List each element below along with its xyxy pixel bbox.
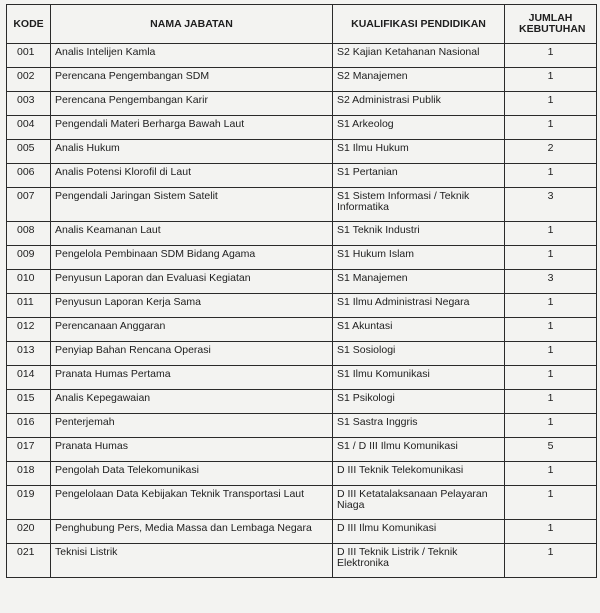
cell-jumlah: 1 — [505, 68, 597, 92]
cell-kode: 011 — [7, 294, 51, 318]
cell-kode: 003 — [7, 92, 51, 116]
job-requirements-document — [6, 4, 596, 608]
cell-kualifikasi: S1 Pertanian — [333, 164, 505, 188]
cell-jumlah: 5 — [505, 438, 597, 462]
cell-jumlah: 3 — [505, 188, 597, 222]
cell-nama-jabatan: Pengelolaan Data Kebijakan Teknik Transportasi Laut — [51, 486, 333, 520]
cell-jumlah: 1 — [505, 164, 597, 188]
table-row — [7, 222, 597, 246]
table-row — [7, 140, 597, 164]
cell-nama-jabatan: Penyusun Laporan Kerja Sama — [51, 294, 333, 318]
cell-nama-jabatan: Pranata Humas Pertama — [51, 366, 333, 390]
cell-kode: 010 — [7, 270, 51, 294]
cell-jumlah: 1 — [505, 414, 597, 438]
cell-kualifikasi: S1 Manajemen — [333, 270, 505, 294]
table-row — [7, 486, 597, 520]
cell-kualifikasi: S1 Ilmu Administrasi Negara — [333, 294, 505, 318]
table-row — [7, 68, 597, 92]
job-requirements-table — [6, 4, 597, 578]
table-row — [7, 366, 597, 390]
header-jumlah-kebutuhan: JUMLAH KEBUTUHAN — [505, 5, 597, 44]
cell-nama-jabatan: Penghubung Pers, Media Massa dan Lembaga Negara — [51, 520, 333, 544]
cell-kualifikasi: S1 Akuntasi — [333, 318, 505, 342]
cell-nama-jabatan: Analis Intelijen Kamla — [51, 44, 333, 68]
cell-kode: 005 — [7, 140, 51, 164]
cell-jumlah: 1 — [505, 294, 597, 318]
cell-jumlah: 1 — [505, 520, 597, 544]
table-row — [7, 414, 597, 438]
cell-nama-jabatan: Pengolah Data Telekomunikasi — [51, 462, 333, 486]
cell-kualifikasi: S1 Sistem Informasi / Teknik Informatika — [333, 188, 505, 222]
table-row — [7, 188, 597, 222]
cell-kualifikasi: S2 Kajian Ketahanan Nasional — [333, 44, 505, 68]
table-row — [7, 520, 597, 544]
cell-kode: 018 — [7, 462, 51, 486]
cell-kualifikasi: S1 Ilmu Komunikasi — [333, 366, 505, 390]
table-row — [7, 342, 597, 366]
table-row — [7, 318, 597, 342]
cell-kode: 020 — [7, 520, 51, 544]
cell-nama-jabatan: Penterjemah — [51, 414, 333, 438]
cell-nama-jabatan: Pengendali Materi Berharga Bawah Laut — [51, 116, 333, 140]
cell-nama-jabatan: Perencanaan Anggaran — [51, 318, 333, 342]
table-row — [7, 116, 597, 140]
cell-kualifikasi: S2 Administrasi Publik — [333, 92, 505, 116]
table-row — [7, 390, 597, 414]
cell-kode: 001 — [7, 44, 51, 68]
table-row — [7, 544, 597, 578]
cell-nama-jabatan: Analis Potensi Klorofil di Laut — [51, 164, 333, 188]
cell-kode: 014 — [7, 366, 51, 390]
cell-kode: 019 — [7, 486, 51, 520]
cell-kualifikasi: S1 Psikologi — [333, 390, 505, 414]
cell-jumlah: 1 — [505, 116, 597, 140]
cell-kualifikasi: S1 Teknik Industri — [333, 222, 505, 246]
cell-kode: 006 — [7, 164, 51, 188]
cell-kode: 021 — [7, 544, 51, 578]
cell-kode: 015 — [7, 390, 51, 414]
table-header-row — [7, 5, 597, 44]
cell-jumlah: 1 — [505, 390, 597, 414]
cell-nama-jabatan: Pranata Humas — [51, 438, 333, 462]
table-row — [7, 92, 597, 116]
cell-jumlah: 3 — [505, 270, 597, 294]
cell-jumlah: 1 — [505, 318, 597, 342]
header-kualifikasi-pendidikan: KUALIFIKASI PENDIDIKAN — [333, 5, 505, 44]
cell-kode: 004 — [7, 116, 51, 140]
cell-nama-jabatan: Analis Kepegawaian — [51, 390, 333, 414]
cell-jumlah: 1 — [505, 246, 597, 270]
header-kode: KODE — [7, 5, 51, 44]
cell-nama-jabatan: Penyusun Laporan dan Evaluasi Kegiatan — [51, 270, 333, 294]
cell-kualifikasi: D III Ketatalaksanaan Pelayaran Niaga — [333, 486, 505, 520]
cell-jumlah: 1 — [505, 462, 597, 486]
cell-jumlah: 1 — [505, 544, 597, 578]
table-row — [7, 294, 597, 318]
cell-nama-jabatan: Teknisi Listrik — [51, 544, 333, 578]
cell-nama-jabatan: Pengelola Pembinaan SDM Bidang Agama — [51, 246, 333, 270]
cell-kualifikasi: D III Teknik Telekomunikasi — [333, 462, 505, 486]
table-row — [7, 462, 597, 486]
cell-jumlah: 1 — [505, 366, 597, 390]
header-nama-jabatan: NAMA JABATAN — [51, 5, 333, 44]
cell-nama-jabatan: Perencana Pengembangan SDM — [51, 68, 333, 92]
cell-jumlah: 1 — [505, 222, 597, 246]
cell-nama-jabatan: Analis Hukum — [51, 140, 333, 164]
cell-nama-jabatan: Pengendali Jaringan Sistem Satelit — [51, 188, 333, 222]
cell-kode: 009 — [7, 246, 51, 270]
cell-kualifikasi: S2 Manajemen — [333, 68, 505, 92]
cell-kualifikasi: S1 Sosiologi — [333, 342, 505, 366]
cell-kode: 013 — [7, 342, 51, 366]
cell-kode: 002 — [7, 68, 51, 92]
cell-kualifikasi: S1 Hukum Islam — [333, 246, 505, 270]
cell-kualifikasi: S1 Arkeolog — [333, 116, 505, 140]
table-row — [7, 44, 597, 68]
table-row — [7, 438, 597, 462]
cell-jumlah: 1 — [505, 342, 597, 366]
cell-kode: 007 — [7, 188, 51, 222]
table-row — [7, 246, 597, 270]
cell-kode: 012 — [7, 318, 51, 342]
table-row — [7, 164, 597, 188]
cell-kode: 016 — [7, 414, 51, 438]
cell-nama-jabatan: Analis Keamanan Laut — [51, 222, 333, 246]
cell-jumlah: 1 — [505, 44, 597, 68]
cell-jumlah: 1 — [505, 486, 597, 520]
cell-kode: 017 — [7, 438, 51, 462]
cell-kualifikasi: D III Teknik Listrik / Teknik Elektronika — [333, 544, 505, 578]
cell-jumlah: 2 — [505, 140, 597, 164]
cell-kode: 008 — [7, 222, 51, 246]
cell-nama-jabatan: Penyiap Bahan Rencana Operasi — [51, 342, 333, 366]
cell-kualifikasi: S1 Sastra Inggris — [333, 414, 505, 438]
cell-nama-jabatan: Perencana Pengembangan Karir — [51, 92, 333, 116]
cell-kualifikasi: S1 Ilmu Hukum — [333, 140, 505, 164]
table-row — [7, 270, 597, 294]
cell-kualifikasi: S1 / D III Ilmu Komunikasi — [333, 438, 505, 462]
cell-jumlah: 1 — [505, 92, 597, 116]
cell-kualifikasi: D III Ilmu Komunikasi — [333, 520, 505, 544]
